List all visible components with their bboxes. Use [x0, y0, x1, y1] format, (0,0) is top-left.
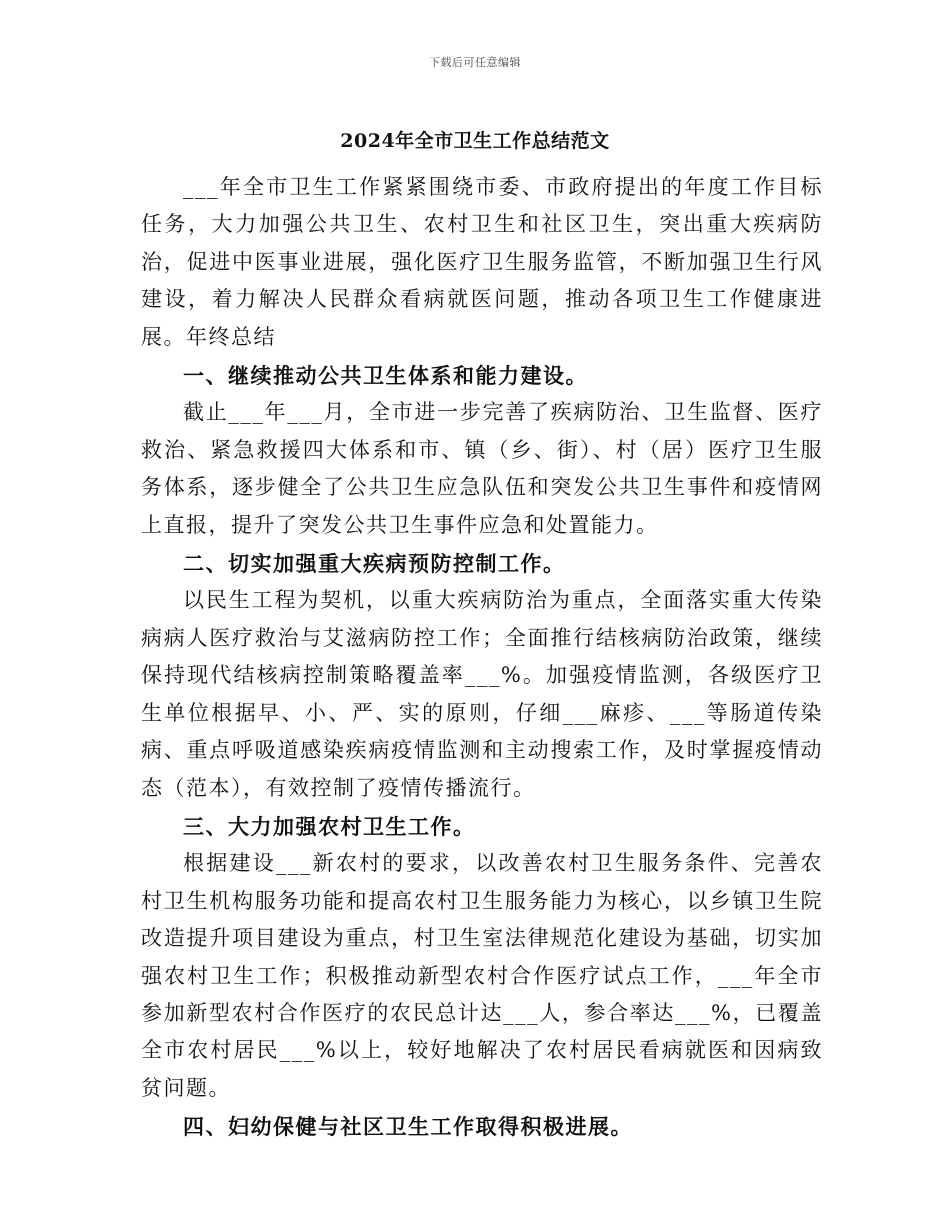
section-paragraph-2: 以民生工程为契机，以重大疾病防治为重点，全面落实重大传染病病人医疗救治与艾滋病防控工作；全面推行结核病防治政策，继续保持现代结核病控制策略覆盖率___%。加强疫情监测，各级医疗卫生单位根据早、小、严、实的原则，仔细___麻疹、___等肠道传染病、重点呼吸道感染疾病疫情监测和主动搜索工作，及时掌握疫情动态（范本），有效控制了疫情传播流行。: [141, 588, 823, 800]
section-heading-3: 三、大力加强农村卫生工作。: [183, 813, 476, 839]
header-note: 下载后可任意编辑: [429, 56, 521, 69]
document-title: 2024年全市卫生工作总结范文: [340, 130, 610, 152]
section-heading-4: 四、妇幼保健与社区卫生工作取得积极进展。: [183, 1114, 633, 1140]
section-heading-2: 二、切实加强重大疾病预防控制工作。: [183, 551, 566, 577]
section-paragraph-1: 截止___年___月，全市进一步完善了疾病防治、卫生监督、医疗救治、紧急救援四大体系和市、镇（乡、街）、村（居）医疗卫生服务体系，逐步健全了公共卫生应急队伍和突发公共卫生事件和疫情网上直报，提升了突发公共卫生事件应急和处置能力。: [141, 400, 823, 537]
section-paragraph-3: 根据建设___新农村的要求，以改善农村卫生服务条件、完善农村卫生机构服务功能和提高农村卫生服务能力为核心，以乡镇卫生院改造提升项目建设为重点，村卫生室法律规范化建设为基础，切实加强农村卫生工作；积极推动新型农村合作医疗试点工作，___年全市参加新型农村合作医疗的农民总计达___人，参合率达___%，已覆盖全市农村居民___%以上，较好地解决了农村居民看病就医和因病致贫问题。: [141, 851, 823, 1100]
document-body: [141, 169, 823, 1146]
intro-paragraph: ___年全市卫生工作紧紧围绕市委、市政府提出的年度工作目标任务，大力加强公共卫生、农村卫生和社区卫生，突出重大疾病防治，促进中医事业进展，强化医疗卫生服务监管，不断加强卫生行风建设，着力解决人民群众看病就医问题，推动各项卫生工作健康进展。年终总结: [141, 175, 823, 349]
section-heading-1: 一、继续推动公共卫生体系和能力建设。: [183, 363, 588, 389]
